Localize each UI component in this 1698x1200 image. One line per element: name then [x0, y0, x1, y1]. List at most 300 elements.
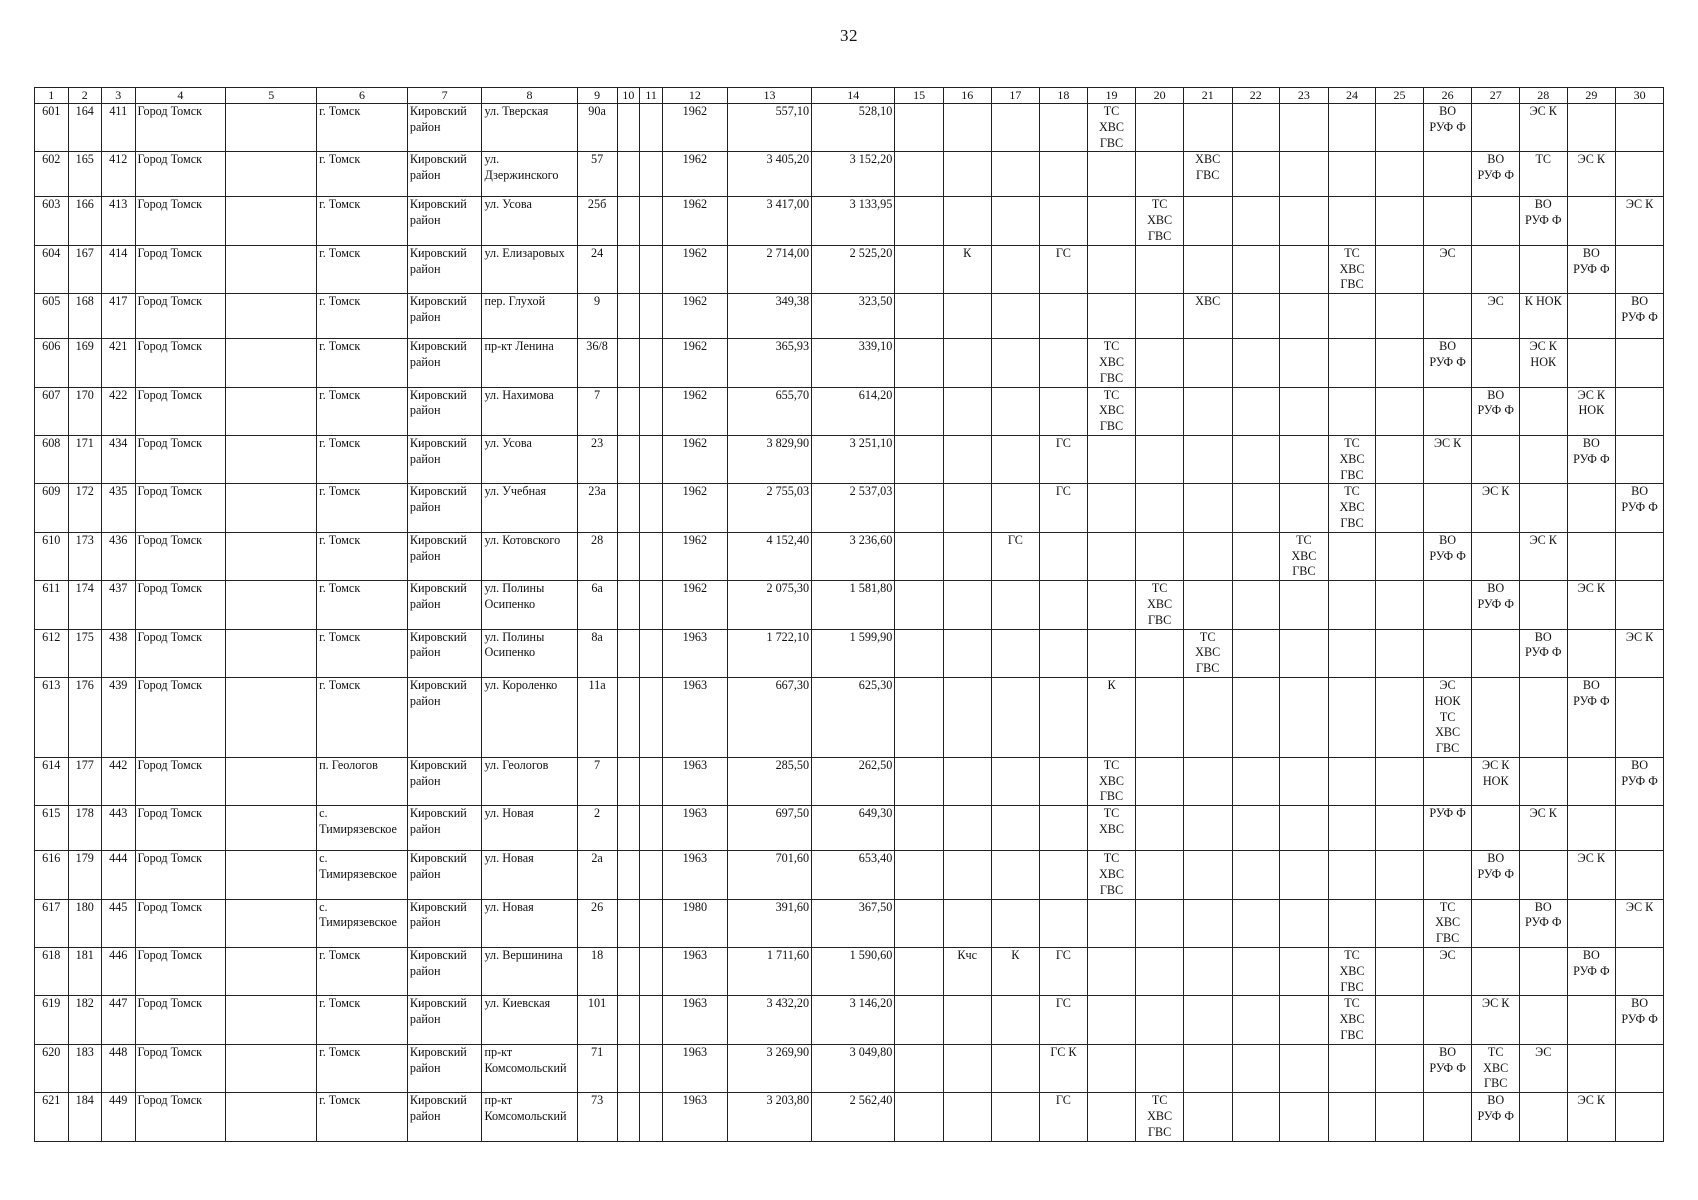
- cell-col-17: [991, 1044, 1040, 1092]
- cell-col-1: 613: [35, 677, 69, 757]
- cell-col-16: К: [943, 245, 991, 293]
- column-header-15: 15: [895, 88, 944, 104]
- cell-col-30: ЭС К: [1616, 197, 1664, 245]
- cell-col-5: [226, 1044, 317, 1092]
- cell-col-30: [1616, 581, 1664, 629]
- cell-col-1: 617: [35, 899, 69, 947]
- cell-col-4: Город Томск: [135, 294, 226, 339]
- cell-col-23: [1280, 1093, 1329, 1141]
- cell-col-20: ТС ХВС ГВС: [1136, 1093, 1184, 1141]
- cell-col-6: г. Томск: [317, 532, 408, 580]
- cell-col-17: [991, 484, 1040, 532]
- cell-col-25: [1376, 757, 1424, 805]
- cell-col-5: [226, 294, 317, 339]
- cell-col-29: ВО РУФ Ф: [1567, 948, 1616, 996]
- cell-col-24: [1328, 899, 1376, 947]
- cell-col-18: [1040, 532, 1088, 580]
- cell-col-13: 1 722,10: [727, 629, 811, 677]
- cell-col-24: ТС ХВС ГВС: [1328, 484, 1376, 532]
- cell-col-4: Город Томск: [135, 152, 226, 197]
- cell-col-19: ТС ХВС ГВС: [1087, 104, 1136, 152]
- cell-col-11: [640, 339, 663, 387]
- cell-col-6: г. Томск: [317, 948, 408, 996]
- cell-col-15: [895, 435, 944, 483]
- cell-col-26: [1423, 851, 1472, 899]
- table-row: [35, 387, 1664, 435]
- cell-col-4: Город Томск: [135, 1093, 226, 1141]
- cell-col-25: [1376, 581, 1424, 629]
- cell-col-9: 7: [577, 757, 617, 805]
- cell-col-6: г. Томск: [317, 197, 408, 245]
- cell-col-2: 175: [68, 629, 102, 677]
- cell-col-23: [1280, 851, 1329, 899]
- cell-col-4: Город Томск: [135, 484, 226, 532]
- cell-col-1: 603: [35, 197, 69, 245]
- cell-col-6: г. Томск: [317, 245, 408, 293]
- cell-col-8: ул. Полины Осипенко: [482, 629, 577, 677]
- cell-col-2: 183: [68, 1044, 102, 1092]
- cell-col-7: Кировский район: [407, 197, 482, 245]
- cell-col-24: [1328, 294, 1376, 339]
- cell-col-5: [226, 339, 317, 387]
- cell-col-13: 557,10: [727, 104, 811, 152]
- cell-col-18: [1040, 851, 1088, 899]
- cell-col-2: 166: [68, 197, 102, 245]
- cell-col-21: [1183, 197, 1232, 245]
- cell-col-5: [226, 1093, 317, 1141]
- cell-col-8: ул. Учебная: [482, 484, 577, 532]
- cell-col-11: [640, 1093, 663, 1141]
- table-row: [35, 948, 1664, 996]
- cell-col-16: [943, 294, 991, 339]
- cell-col-3: 449: [102, 1093, 136, 1141]
- cell-col-1: 608: [35, 435, 69, 483]
- cell-col-11: [640, 851, 663, 899]
- cell-col-22: [1232, 899, 1280, 947]
- cell-col-17: [991, 1093, 1040, 1141]
- cell-col-8: ул. Елизаровых: [482, 245, 577, 293]
- cell-col-20: [1136, 757, 1184, 805]
- cell-col-1: 619: [35, 996, 69, 1044]
- cell-col-20: [1136, 387, 1184, 435]
- cell-col-13: 349,38: [727, 294, 811, 339]
- cell-col-15: [895, 104, 944, 152]
- cell-col-6: г. Томск: [317, 387, 408, 435]
- cell-col-20: [1136, 339, 1184, 387]
- cell-col-9: 2: [577, 806, 617, 851]
- column-header-20: 20: [1136, 88, 1184, 104]
- cell-col-6: с. Тимирязевское: [317, 899, 408, 947]
- cell-col-14: 3 133,95: [812, 197, 895, 245]
- cell-col-19: ТС ХВС ГВС: [1087, 757, 1136, 805]
- cell-col-11: [640, 899, 663, 947]
- cell-col-27: [1472, 948, 1520, 996]
- cell-col-26: РУФ Ф: [1423, 806, 1472, 851]
- cell-col-26: [1423, 484, 1472, 532]
- cell-col-2: 178: [68, 806, 102, 851]
- cell-col-26: [1423, 1093, 1472, 1141]
- cell-col-19: [1087, 484, 1136, 532]
- cell-col-19: ТС ХВС: [1087, 806, 1136, 851]
- cell-col-9: 23а: [577, 484, 617, 532]
- cell-col-26: [1423, 294, 1472, 339]
- cell-col-24: ТС ХВС ГВС: [1328, 996, 1376, 1044]
- cell-col-17: [991, 851, 1040, 899]
- cell-col-11: [640, 245, 663, 293]
- cell-col-13: 2 714,00: [727, 245, 811, 293]
- cell-col-19: ТС ХВС ГВС: [1087, 339, 1136, 387]
- cell-col-21: [1183, 806, 1232, 851]
- cell-col-14: 653,40: [812, 851, 895, 899]
- cell-col-17: [991, 996, 1040, 1044]
- cell-col-8: ул. Усова: [482, 435, 577, 483]
- cell-col-10: [617, 197, 640, 245]
- cell-col-19: ТС ХВС ГВС: [1087, 851, 1136, 899]
- cell-col-5: [226, 104, 317, 152]
- cell-col-4: Город Томск: [135, 245, 226, 293]
- cell-col-8: ул. Вершинина: [482, 948, 577, 996]
- cell-col-17: [991, 104, 1040, 152]
- cell-col-20: [1136, 629, 1184, 677]
- cell-col-17: [991, 245, 1040, 293]
- cell-col-17: [991, 757, 1040, 805]
- cell-col-9: 2а: [577, 851, 617, 899]
- cell-col-4: Город Томск: [135, 339, 226, 387]
- cell-col-19: К: [1087, 677, 1136, 757]
- cell-col-9: 26: [577, 899, 617, 947]
- cell-col-22: [1232, 851, 1280, 899]
- cell-col-30: [1616, 387, 1664, 435]
- cell-col-21: [1183, 851, 1232, 899]
- cell-col-27: ЭС К: [1472, 996, 1520, 1044]
- cell-col-30: [1616, 245, 1664, 293]
- cell-col-30: [1616, 806, 1664, 851]
- cell-col-2: 179: [68, 851, 102, 899]
- cell-col-2: 180: [68, 899, 102, 947]
- cell-col-28: ЭС: [1519, 1044, 1567, 1092]
- cell-col-3: 439: [102, 677, 136, 757]
- table-row: [35, 245, 1664, 293]
- table-row: [35, 899, 1664, 947]
- cell-col-22: [1232, 1044, 1280, 1092]
- cell-col-25: [1376, 484, 1424, 532]
- cell-col-6: г. Томск: [317, 104, 408, 152]
- cell-col-26: ЭС НОК ТС ХВС ГВС: [1423, 677, 1472, 757]
- cell-col-10: [617, 245, 640, 293]
- cell-col-21: [1183, 757, 1232, 805]
- cell-col-6: г. Томск: [317, 484, 408, 532]
- cell-col-19: [1087, 948, 1136, 996]
- cell-col-15: [895, 581, 944, 629]
- cell-col-22: [1232, 294, 1280, 339]
- cell-col-13: 1 711,60: [727, 948, 811, 996]
- cell-col-10: [617, 629, 640, 677]
- table-row: [35, 1044, 1664, 1092]
- cell-col-7: Кировский район: [407, 899, 482, 947]
- table-row: [35, 629, 1664, 677]
- cell-col-20: ТС ХВС ГВС: [1136, 581, 1184, 629]
- cell-col-1: 616: [35, 851, 69, 899]
- cell-col-14: 1 590,60: [812, 948, 895, 996]
- cell-col-27: [1472, 806, 1520, 851]
- cell-col-23: [1280, 435, 1329, 483]
- cell-col-6: г. Томск: [317, 152, 408, 197]
- cell-col-7: Кировский район: [407, 152, 482, 197]
- cell-col-18: ГС: [1040, 1093, 1088, 1141]
- cell-col-8: пр-кт Ленина: [482, 339, 577, 387]
- cell-col-10: [617, 851, 640, 899]
- cell-col-8: ул. Новая: [482, 851, 577, 899]
- cell-col-4: Город Томск: [135, 1044, 226, 1092]
- cell-col-18: ГС: [1040, 948, 1088, 996]
- cell-col-26: [1423, 996, 1472, 1044]
- cell-col-11: [640, 1044, 663, 1092]
- cell-col-27: ВО РУФ Ф: [1472, 581, 1520, 629]
- cell-col-23: [1280, 387, 1329, 435]
- cell-col-30: [1616, 1093, 1664, 1141]
- table-row: [35, 581, 1664, 629]
- column-header-2: 2: [68, 88, 102, 104]
- cell-col-20: ТС ХВС ГВС: [1136, 197, 1184, 245]
- cell-col-21: [1183, 532, 1232, 580]
- cell-col-5: [226, 435, 317, 483]
- cell-col-4: Город Томск: [135, 899, 226, 947]
- cell-col-9: 6а: [577, 581, 617, 629]
- cell-col-7: Кировский район: [407, 581, 482, 629]
- cell-col-14: 1 581,80: [812, 581, 895, 629]
- cell-col-30: [1616, 948, 1664, 996]
- table-row: [35, 532, 1664, 580]
- cell-col-5: [226, 899, 317, 947]
- cell-col-12: 1962: [662, 152, 727, 197]
- cell-col-23: [1280, 484, 1329, 532]
- cell-col-22: [1232, 677, 1280, 757]
- cell-col-11: [640, 435, 663, 483]
- table-row: [35, 435, 1664, 483]
- cell-col-2: 171: [68, 435, 102, 483]
- cell-col-2: 170: [68, 387, 102, 435]
- cell-col-24: [1328, 629, 1376, 677]
- cell-col-3: 444: [102, 851, 136, 899]
- cell-col-6: с. Тимирязевское: [317, 851, 408, 899]
- cell-col-7: Кировский район: [407, 1044, 482, 1092]
- cell-col-7: Кировский район: [407, 245, 482, 293]
- cell-col-24: ТС ХВС ГВС: [1328, 435, 1376, 483]
- cell-col-24: [1328, 851, 1376, 899]
- cell-col-6: г. Томск: [317, 339, 408, 387]
- cell-col-27: [1472, 245, 1520, 293]
- cell-col-20: [1136, 677, 1184, 757]
- cell-col-5: [226, 677, 317, 757]
- cell-col-15: [895, 851, 944, 899]
- cell-col-6: с. Тимирязевское: [317, 806, 408, 851]
- cell-col-2: 174: [68, 581, 102, 629]
- cell-col-9: 8а: [577, 629, 617, 677]
- cell-col-14: 3 152,20: [812, 152, 895, 197]
- cell-col-9: 7: [577, 387, 617, 435]
- cell-col-28: ТС: [1519, 152, 1567, 197]
- cell-col-25: [1376, 677, 1424, 757]
- cell-col-16: [943, 1093, 991, 1141]
- cell-col-24: ТС ХВС ГВС: [1328, 948, 1376, 996]
- cell-col-18: [1040, 806, 1088, 851]
- cell-col-19: [1087, 899, 1136, 947]
- cell-col-14: 528,10: [812, 104, 895, 152]
- cell-col-23: [1280, 806, 1329, 851]
- cell-col-23: [1280, 294, 1329, 339]
- cell-col-25: [1376, 152, 1424, 197]
- column-header-11: 11: [640, 88, 663, 104]
- cell-col-20: [1136, 532, 1184, 580]
- cell-col-12: 1962: [662, 245, 727, 293]
- cell-col-1: 604: [35, 245, 69, 293]
- cell-col-23: [1280, 996, 1329, 1044]
- cell-col-26: ЭС К: [1423, 435, 1472, 483]
- cell-col-29: [1567, 757, 1616, 805]
- cell-col-16: [943, 581, 991, 629]
- cell-col-29: [1567, 197, 1616, 245]
- cell-col-25: [1376, 899, 1424, 947]
- cell-col-8: ул. Усова: [482, 197, 577, 245]
- cell-col-18: ГС: [1040, 996, 1088, 1044]
- cell-col-13: 285,50: [727, 757, 811, 805]
- cell-col-7: Кировский район: [407, 387, 482, 435]
- cell-col-29: [1567, 104, 1616, 152]
- cell-col-5: [226, 152, 317, 197]
- cell-col-11: [640, 532, 663, 580]
- cell-col-20: [1136, 104, 1184, 152]
- cell-col-22: [1232, 245, 1280, 293]
- cell-col-15: [895, 387, 944, 435]
- cell-col-19: [1087, 245, 1136, 293]
- cell-col-3: 413: [102, 197, 136, 245]
- cell-col-24: [1328, 339, 1376, 387]
- cell-col-23: [1280, 152, 1329, 197]
- cell-col-22: [1232, 152, 1280, 197]
- column-header-23: 23: [1280, 88, 1329, 104]
- cell-col-27: ЭС К: [1472, 484, 1520, 532]
- cell-col-29: ЭС К: [1567, 851, 1616, 899]
- cell-col-30: [1616, 435, 1664, 483]
- cell-col-24: [1328, 806, 1376, 851]
- cell-col-12: 1963: [662, 996, 727, 1044]
- cell-col-16: [943, 532, 991, 580]
- cell-col-15: [895, 1044, 944, 1092]
- cell-col-7: Кировский район: [407, 851, 482, 899]
- table-row: [35, 484, 1664, 532]
- cell-col-4: Город Томск: [135, 104, 226, 152]
- cell-col-25: [1376, 245, 1424, 293]
- cell-col-27: ВО РУФ Ф: [1472, 387, 1520, 435]
- cell-col-7: Кировский район: [407, 294, 482, 339]
- cell-col-2: 172: [68, 484, 102, 532]
- cell-col-17: [991, 387, 1040, 435]
- cell-col-9: 25б: [577, 197, 617, 245]
- cell-col-29: ВО РУФ Ф: [1567, 245, 1616, 293]
- cell-col-26: ЭС: [1423, 948, 1472, 996]
- cell-col-19: [1087, 197, 1136, 245]
- cell-col-20: [1136, 294, 1184, 339]
- cell-col-20: [1136, 851, 1184, 899]
- column-header-12: 12: [662, 88, 727, 104]
- cell-col-28: ЭС К: [1519, 806, 1567, 851]
- column-header-29: 29: [1567, 88, 1616, 104]
- cell-col-19: [1087, 1044, 1136, 1092]
- cell-col-30: [1616, 532, 1664, 580]
- cell-col-28: [1519, 996, 1567, 1044]
- cell-col-5: [226, 806, 317, 851]
- cell-col-8: пр-кт Комсомольский: [482, 1044, 577, 1092]
- cell-col-13: 3 269,90: [727, 1044, 811, 1092]
- cell-col-4: Город Томск: [135, 996, 226, 1044]
- column-header-4: 4: [135, 88, 226, 104]
- cell-col-13: 3 203,80: [727, 1093, 811, 1141]
- cell-col-10: [617, 435, 640, 483]
- cell-col-24: [1328, 581, 1376, 629]
- cell-col-13: 3 829,90: [727, 435, 811, 483]
- housing-register-table: [34, 87, 1664, 1142]
- cell-col-12: 1962: [662, 435, 727, 483]
- cell-col-19: [1087, 435, 1136, 483]
- cell-col-9: 101: [577, 996, 617, 1044]
- cell-col-26: [1423, 387, 1472, 435]
- cell-col-3: 448: [102, 1044, 136, 1092]
- cell-col-3: 414: [102, 245, 136, 293]
- cell-col-3: 446: [102, 948, 136, 996]
- cell-col-27: ЭС К НОК: [1472, 757, 1520, 805]
- column-header-8: 8: [482, 88, 577, 104]
- cell-col-7: Кировский район: [407, 104, 482, 152]
- cell-col-1: 618: [35, 948, 69, 996]
- cell-col-15: [895, 339, 944, 387]
- cell-col-12: 1963: [662, 1044, 727, 1092]
- cell-col-23: ТС ХВС ГВС: [1280, 532, 1329, 580]
- cell-col-10: [617, 581, 640, 629]
- cell-col-12: 1962: [662, 294, 727, 339]
- cell-col-19: [1087, 1093, 1136, 1141]
- cell-col-5: [226, 629, 317, 677]
- cell-col-26: [1423, 581, 1472, 629]
- cell-col-7: Кировский район: [407, 806, 482, 851]
- cell-col-11: [640, 197, 663, 245]
- cell-col-29: [1567, 899, 1616, 947]
- cell-col-1: 614: [35, 757, 69, 805]
- cell-col-15: [895, 197, 944, 245]
- cell-col-14: 649,30: [812, 806, 895, 851]
- cell-col-16: [943, 435, 991, 483]
- cell-col-3: 422: [102, 387, 136, 435]
- cell-col-14: 2 525,20: [812, 245, 895, 293]
- cell-col-16: [943, 387, 991, 435]
- cell-col-12: 1962: [662, 197, 727, 245]
- cell-col-30: [1616, 1044, 1664, 1092]
- cell-col-15: [895, 677, 944, 757]
- cell-col-6: г. Томск: [317, 581, 408, 629]
- cell-col-16: [943, 197, 991, 245]
- cell-col-9: 11а: [577, 677, 617, 757]
- cell-col-11: [640, 152, 663, 197]
- cell-col-4: Город Томск: [135, 851, 226, 899]
- cell-col-22: [1232, 197, 1280, 245]
- cell-col-4: Город Томск: [135, 197, 226, 245]
- column-header-5: 5: [226, 88, 317, 104]
- cell-col-9: 90а: [577, 104, 617, 152]
- cell-col-29: ЭС К: [1567, 152, 1616, 197]
- cell-col-28: [1519, 1093, 1567, 1141]
- cell-col-8: ул. Новая: [482, 806, 577, 851]
- cell-col-18: [1040, 387, 1088, 435]
- cell-col-1: 606: [35, 339, 69, 387]
